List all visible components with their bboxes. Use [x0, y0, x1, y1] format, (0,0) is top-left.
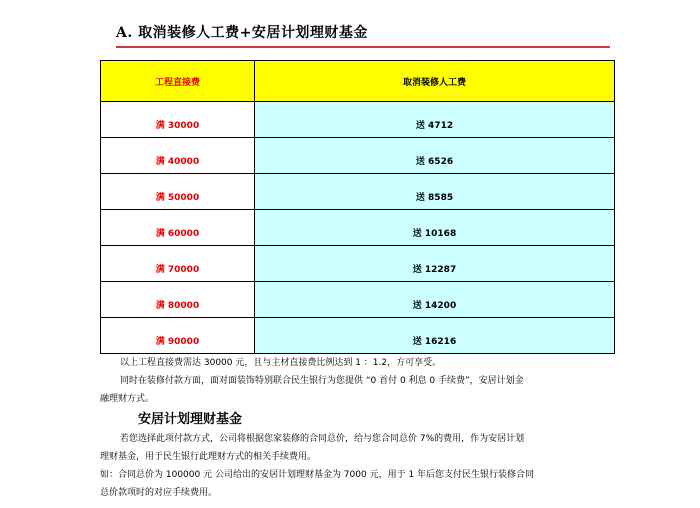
payment-note-line2: 融理财方式。: [100, 394, 155, 404]
fund-subheading: 安居计划理财基金: [138, 412, 243, 427]
payment-note-line1: 同时在装修付款方面，面对面装饰特别联合民生银行为您提供 “0 首付 0 利息 0 手续费”，安居计划金: [120, 376, 524, 386]
gift-cell: 送 12287: [255, 246, 615, 282]
table-row: [101, 210, 615, 246]
fund-desc-line2: 理财基金，用于民生银行此理财方式的相关手续费用。: [100, 452, 317, 462]
section-heading-text: A. 取消装修人工费+安居计划理财基金: [116, 25, 368, 41]
gift-cell: 送 14200: [255, 282, 615, 318]
promotion-table: [100, 60, 615, 354]
example-line2: 总价款项时的对应手续费用。: [100, 488, 218, 498]
requirement-note: 以上工程直接费需达 30000 元，且与主材直接费比例达到 1 ：1.2，方可享受。: [120, 358, 442, 368]
gift-cell: 送 6526: [255, 138, 615, 174]
table-header-row: [101, 61, 615, 102]
spend-cell: 满 40000: [101, 138, 255, 174]
table-row: [101, 318, 615, 354]
table-row: [101, 282, 615, 318]
spend-cell: 满 80000: [101, 282, 255, 318]
spend-cell: 满 50000: [101, 174, 255, 210]
spend-cell: 满 60000: [101, 210, 255, 246]
header-labor-fee: 取消装修人工费: [255, 61, 615, 102]
table-row: [101, 102, 615, 138]
gift-cell: 送 4712: [255, 102, 615, 138]
gift-cell: 送 8585: [255, 174, 615, 210]
gift-cell: 送 10168: [255, 210, 615, 246]
header-direct-cost: 工程直接费: [101, 61, 255, 102]
spend-cell: 满 30000: [101, 102, 255, 138]
example-line1: 如：合同总价为 100000 元 公司给出的安居计划理财基金为 7000 元，用于 1 年后您支付民生银行装修合同: [100, 470, 535, 480]
fund-desc-line1: 若您选择此项付款方式，公司将根据您家装修的合同总价，给与您合同总价 7%的费用，作为安居计划: [120, 434, 525, 444]
spend-cell: 满 70000: [101, 246, 255, 282]
spend-cell: 满 90000: [101, 318, 255, 354]
table-row: [101, 174, 615, 210]
section-heading: [116, 22, 610, 48]
table-row: [101, 246, 615, 282]
gift-cell: 送 16216: [255, 318, 615, 354]
table-row: [101, 138, 615, 174]
